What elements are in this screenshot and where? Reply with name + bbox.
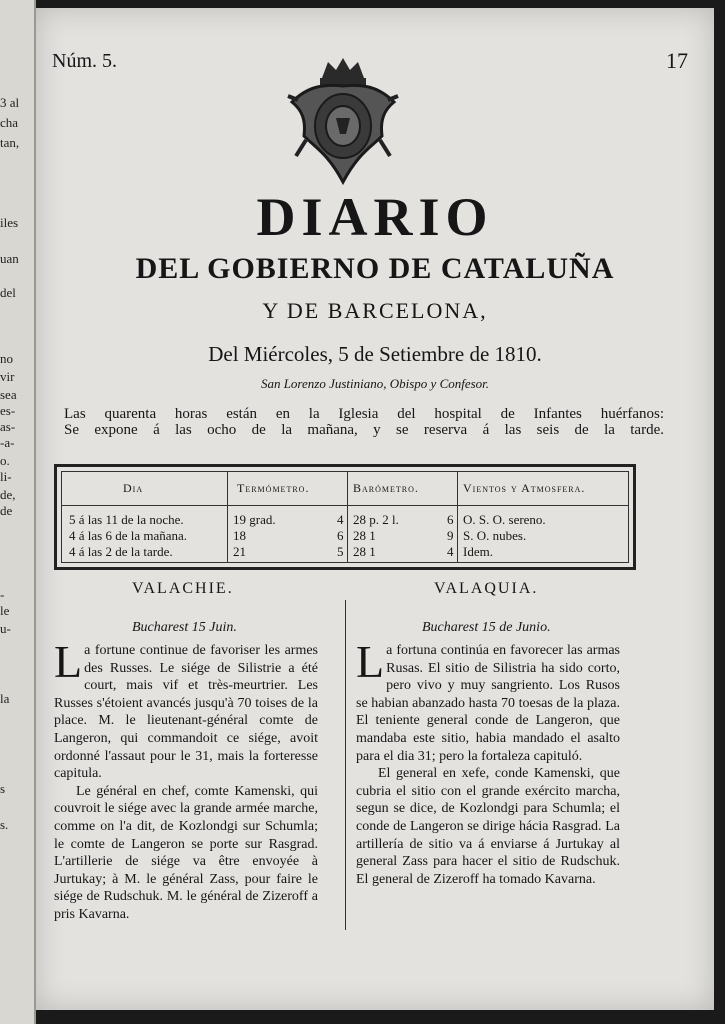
right-column-article <box>356 636 620 888</box>
facing-page-fragment: tan, <box>0 135 20 150</box>
facing-page-fragment: uan <box>0 251 19 266</box>
table-cell-time: 5 á las 11 de la noche. <box>69 512 184 527</box>
article-paragraph <box>54 636 318 783</box>
table-cell-baro: 28 1 <box>353 528 376 543</box>
table-cell-baro-frac: 9 <box>447 528 454 543</box>
notice-line: Las quarenta horas están en la Iglesia del hospital de Infantes huérfanos: <box>64 406 664 422</box>
article-paragraph: Le général en chef, comte Kamenski, qui couvroit le siége avec la grande armée marche, comme on l'a dit, de Kozlondgi sur Schumla; le comte de Langeron se porte sur Rasgrad. L'artillerie de siége va être envoyée à Jurtukay; à M. le général Zass, pour faire le siége de Rudschuk. M. le général de Zizeroff a pris Kavarna. <box>54 783 318 922</box>
left-column-dateline: Bucharest 15 Juin. <box>132 620 237 635</box>
saint-of-day: San Lorenzo Justiniano, Obispo y Confesor. <box>260 376 490 391</box>
newspaper-page <box>36 8 714 1010</box>
table-cell-baro: 28 1 <box>353 544 376 559</box>
table-cell-baro-frac: 6 <box>447 512 454 527</box>
royal-coat-of-arms-emblem <box>284 56 402 188</box>
right-column-title: VALAQUIA. <box>434 580 539 597</box>
article-text: a fortune continue de favoriser les armes des Russes. Le siége de Silistrie a été court, mais vif et très-meurtrier. Les Russes s'étoient avancés jusqu'à 70 toises de la place. M. le lieutenant-général comte de Langeron, qui commandoit ce siége, avoit ordonné l'assaut pour le 31, mais la forteresse capitula. <box>54 643 318 782</box>
table-cell-time: 4 á las 2 de la tarde. <box>69 544 173 559</box>
right-column-dateline: Bucharest 15 de Junio. <box>422 620 551 635</box>
facing-page-fragment: -a- <box>0 435 15 450</box>
facing-page-fragment: vir <box>0 369 15 384</box>
facing-page-fragment: o. <box>0 453 10 468</box>
newspaper-subtitle: DEL GOBIERNO DE CATALUÑA <box>135 252 615 285</box>
table-cell-temp-frac: 6 <box>337 528 344 543</box>
newspaper-subtitle-city: Y DE BARCELONA, <box>262 298 488 323</box>
facing-page-fragment: de, <box>0 487 16 502</box>
table-header: Barómetro. <box>353 481 419 495</box>
table-header-divider <box>61 505 629 506</box>
issue-number: Núm. 5. <box>52 50 117 72</box>
table-cell-wind: O. S. O. sereno. <box>463 512 546 527</box>
facing-page-fragment: s. <box>0 817 9 832</box>
column-divider <box>345 600 346 930</box>
table-header: Vientos y Atmosfera. <box>463 481 586 495</box>
table-cell-wind: S. O. nubes. <box>463 528 527 543</box>
facing-page-fragment: sea <box>0 387 17 402</box>
left-column-article <box>54 636 318 924</box>
drop-cap: L <box>356 636 385 687</box>
facing-page-fragment: as- <box>0 419 16 434</box>
drop-cap: L <box>54 636 83 687</box>
left-column-title: VALACHIE. <box>132 580 234 597</box>
facing-page-fragment: u- <box>0 621 11 636</box>
facing-page-fragment: de <box>0 503 13 518</box>
facing-page-edge <box>0 0 36 1024</box>
article-paragraph <box>356 636 620 765</box>
facing-page-fragment: es- <box>0 403 16 418</box>
page-number: 17 <box>666 48 688 73</box>
facing-page-fragment: cha <box>0 115 19 130</box>
facing-page-fragment: del <box>0 285 16 300</box>
article-paragraph: El general en xefe, conde Kamenski, que cubria el sitio con el grande exército marcha, segun se dice, de Kozlondgi para Schumla; el conde de Langeron se dirige hácia Rasgrad. La artillería de sitio va á enviarse á Jurtukay al general Zass para hacer el sitio de Rudschuk. El general de Zizeroff ha tomado Kavarna. <box>356 766 620 887</box>
facing-page-fragment: s <box>0 781 6 796</box>
table-divider <box>347 471 348 563</box>
table-cell-temp: 18 <box>233 528 246 543</box>
table-cell-baro-frac: 4 <box>447 544 454 559</box>
table-cell-temp: 19 grad. <box>233 512 276 527</box>
table-cell-temp-frac: 5 <box>337 544 344 559</box>
table-header: Termómetro. <box>237 481 310 495</box>
table-cell-time: 4 á las 6 de la mañana. <box>69 528 188 543</box>
weather-table <box>54 464 636 570</box>
facing-page-fragment: iles <box>0 215 19 230</box>
facing-page-fragment: no <box>0 351 13 366</box>
table-cell-temp: 21 <box>233 544 246 559</box>
facing-page-fragment: li- <box>0 469 12 484</box>
facing-page-fragment: - <box>0 587 5 602</box>
facing-page-fragment: le <box>0 603 10 618</box>
table-divider <box>457 471 458 563</box>
table-cell-temp-frac: 4 <box>337 512 344 527</box>
table-cell-wind: Idem. <box>463 544 493 559</box>
notice-line: Se expone á las ocho de la mañana, y se reserva á las seis de la tarde. <box>64 422 664 438</box>
article-text: a fortuna continúa en favorecer las armas Rusas. El sitio de Silistria ha sido corto, pero vivo y muy sangriento. Los Rusos se habian abanzado hasta 70 toesas de la plaza. El teniente general conde de Langeron, que mandaba este sitio, habia mandado el asalto para el dia 31; pero la fortaleza capituló. <box>356 643 620 764</box>
table-cell-baro: 28 p. 2 l. <box>353 512 399 527</box>
table-header: Dia <box>123 481 144 495</box>
facing-page-fragment: 3 al <box>0 95 20 110</box>
table-divider <box>227 471 228 563</box>
issue-date: Del Miércoles, 5 de Setiembre de 1810. <box>208 342 542 366</box>
newspaper-title: DIARIO <box>256 187 494 247</box>
facing-page-fragment: la <box>0 691 10 706</box>
